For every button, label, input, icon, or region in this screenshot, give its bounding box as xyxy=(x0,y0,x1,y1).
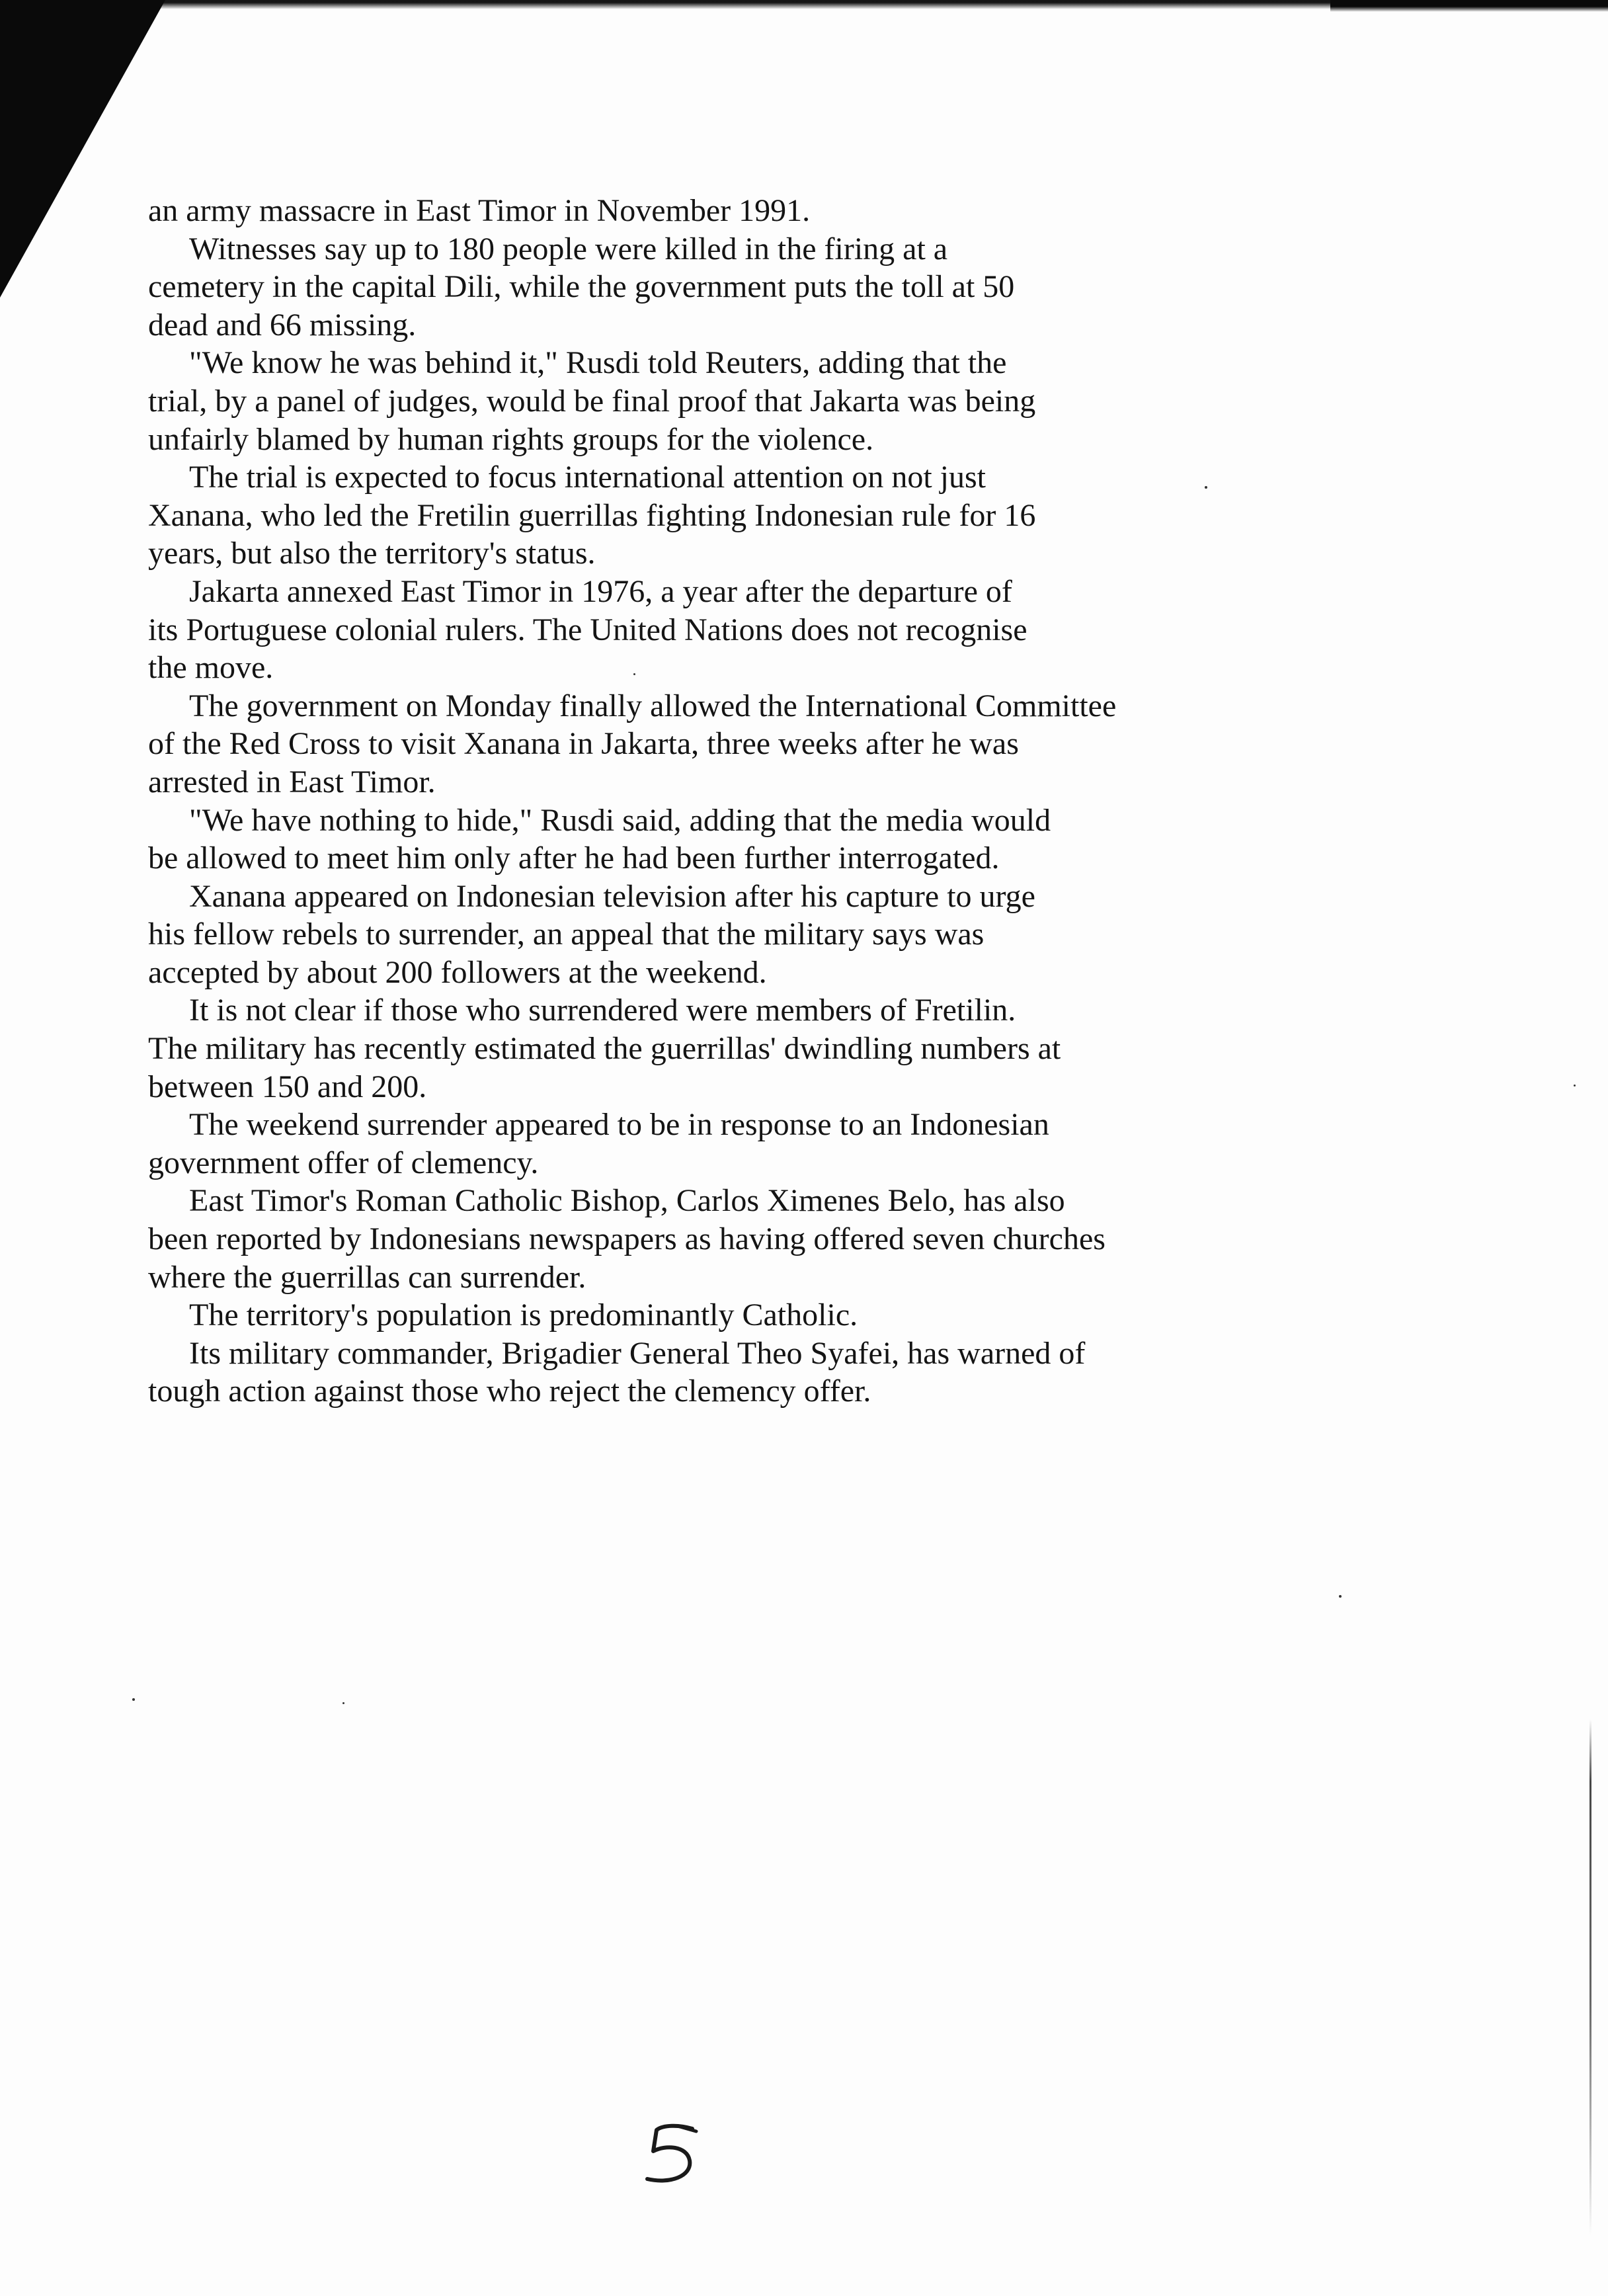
article-line: where the guerrillas can surrender. xyxy=(148,1259,586,1295)
article-line: The government on Monday finally allowed the International Committee xyxy=(189,688,1117,723)
article-line: an army massacre in East Timor in November 1991. xyxy=(148,193,811,228)
article-line: his fellow rebels to surrender, an appeal that the military says was xyxy=(148,917,985,952)
article-line: the move. xyxy=(148,650,274,686)
article-line: It is not clear if those who surrendered were members of Fretilin. xyxy=(189,993,1016,1028)
article-paragraph xyxy=(148,1296,1232,1334)
article-line: The weekend surrender appeared to be in response to an Indonesian xyxy=(189,1107,1049,1143)
scan-right-edge-line xyxy=(1589,1719,1591,2235)
article-paragraph xyxy=(148,344,1232,458)
article-line: between 150 and 200. xyxy=(148,1069,427,1104)
article-line: years, but also the territory's status. xyxy=(148,536,596,571)
article-line: The military has recently estimated the guerrillas' dwindling numbers at xyxy=(148,1031,1061,1067)
handwritten-page-number xyxy=(631,2119,724,2192)
article-paragraph xyxy=(148,1106,1232,1182)
article-line: dead and 66 missing. xyxy=(148,307,417,343)
article-paragraph xyxy=(148,991,1232,1106)
article-paragraph xyxy=(148,1334,1232,1411)
article-line: its Portuguese colonial rulers. The United Nations does not recognise xyxy=(148,612,1027,647)
article-line: Witnesses say up to 180 people were killed in the firing at a xyxy=(189,231,948,266)
article-line: The territory's population is predominantly Catholic. xyxy=(189,1297,858,1333)
article-line: unfairly blamed by human rights groups for the violence. xyxy=(148,421,874,457)
article-line: arrested in East Timor. xyxy=(148,764,436,800)
article-paragraph xyxy=(148,687,1232,801)
scan-speck xyxy=(1574,1085,1576,1086)
scan-top-edge-shadow-right xyxy=(1330,0,1608,12)
news-article-body xyxy=(148,192,1232,1411)
article-line: cemetery in the capital Dili, while the government puts the toll at 50 xyxy=(148,269,1015,305)
article-line: Jakarta annexed East Timor in 1976, a year after the departure of xyxy=(189,573,1012,609)
article-line: "We know he was behind it," Rusdi told Reuters, adding that the xyxy=(189,345,1007,381)
article-line: Xanana appeared on Indonesian television after his capture to urge xyxy=(189,878,1035,914)
article-paragraph xyxy=(148,458,1232,573)
article-line: government offer of clemency. xyxy=(148,1145,539,1180)
article-line: Xanana, who led the Fretilin guerrillas fighting Indonesian rule for 16 xyxy=(148,497,1036,533)
article-line: of the Red Cross to visit Xanana in Jakarta, three weeks after he was xyxy=(148,726,1019,762)
article-line: East Timor's Roman Catholic Bishop, Carlos Ximenes Belo, has also xyxy=(189,1183,1065,1219)
article-line: been reported by Indonesians newspapers as having offered seven churches xyxy=(148,1221,1106,1257)
article-paragraph xyxy=(148,801,1232,878)
article-paragraph xyxy=(148,573,1232,687)
article-paragraph xyxy=(148,192,1232,230)
scan-speck xyxy=(1205,486,1207,489)
article-paragraph xyxy=(148,1182,1232,1296)
article-line: be allowed to meet him only after he had been further interrogated. xyxy=(148,840,1000,876)
article-line: trial, by a panel of judges, would be final proof that Jakarta was being xyxy=(148,383,1036,419)
article-paragraph xyxy=(148,878,1232,992)
scan-speck xyxy=(342,1702,344,1704)
article-line: Its military commander, Brigadier General Theo Syafei, has warned of xyxy=(189,1335,1086,1371)
article-line: tough action against those who reject the clemency offer. xyxy=(148,1374,871,1409)
scan-speck xyxy=(1339,1595,1342,1598)
article-paragraph xyxy=(148,230,1232,345)
article-line: "We have nothing to hide," Rusdi said, adding that the media would xyxy=(189,802,1051,838)
scan-speck xyxy=(633,673,635,675)
article-line: accepted by about 200 followers at the weekend. xyxy=(148,954,767,990)
scan-corner-shadow xyxy=(0,0,172,304)
article-line: The trial is expected to focus international attention on not just xyxy=(189,460,986,495)
scan-speck xyxy=(132,1698,135,1701)
